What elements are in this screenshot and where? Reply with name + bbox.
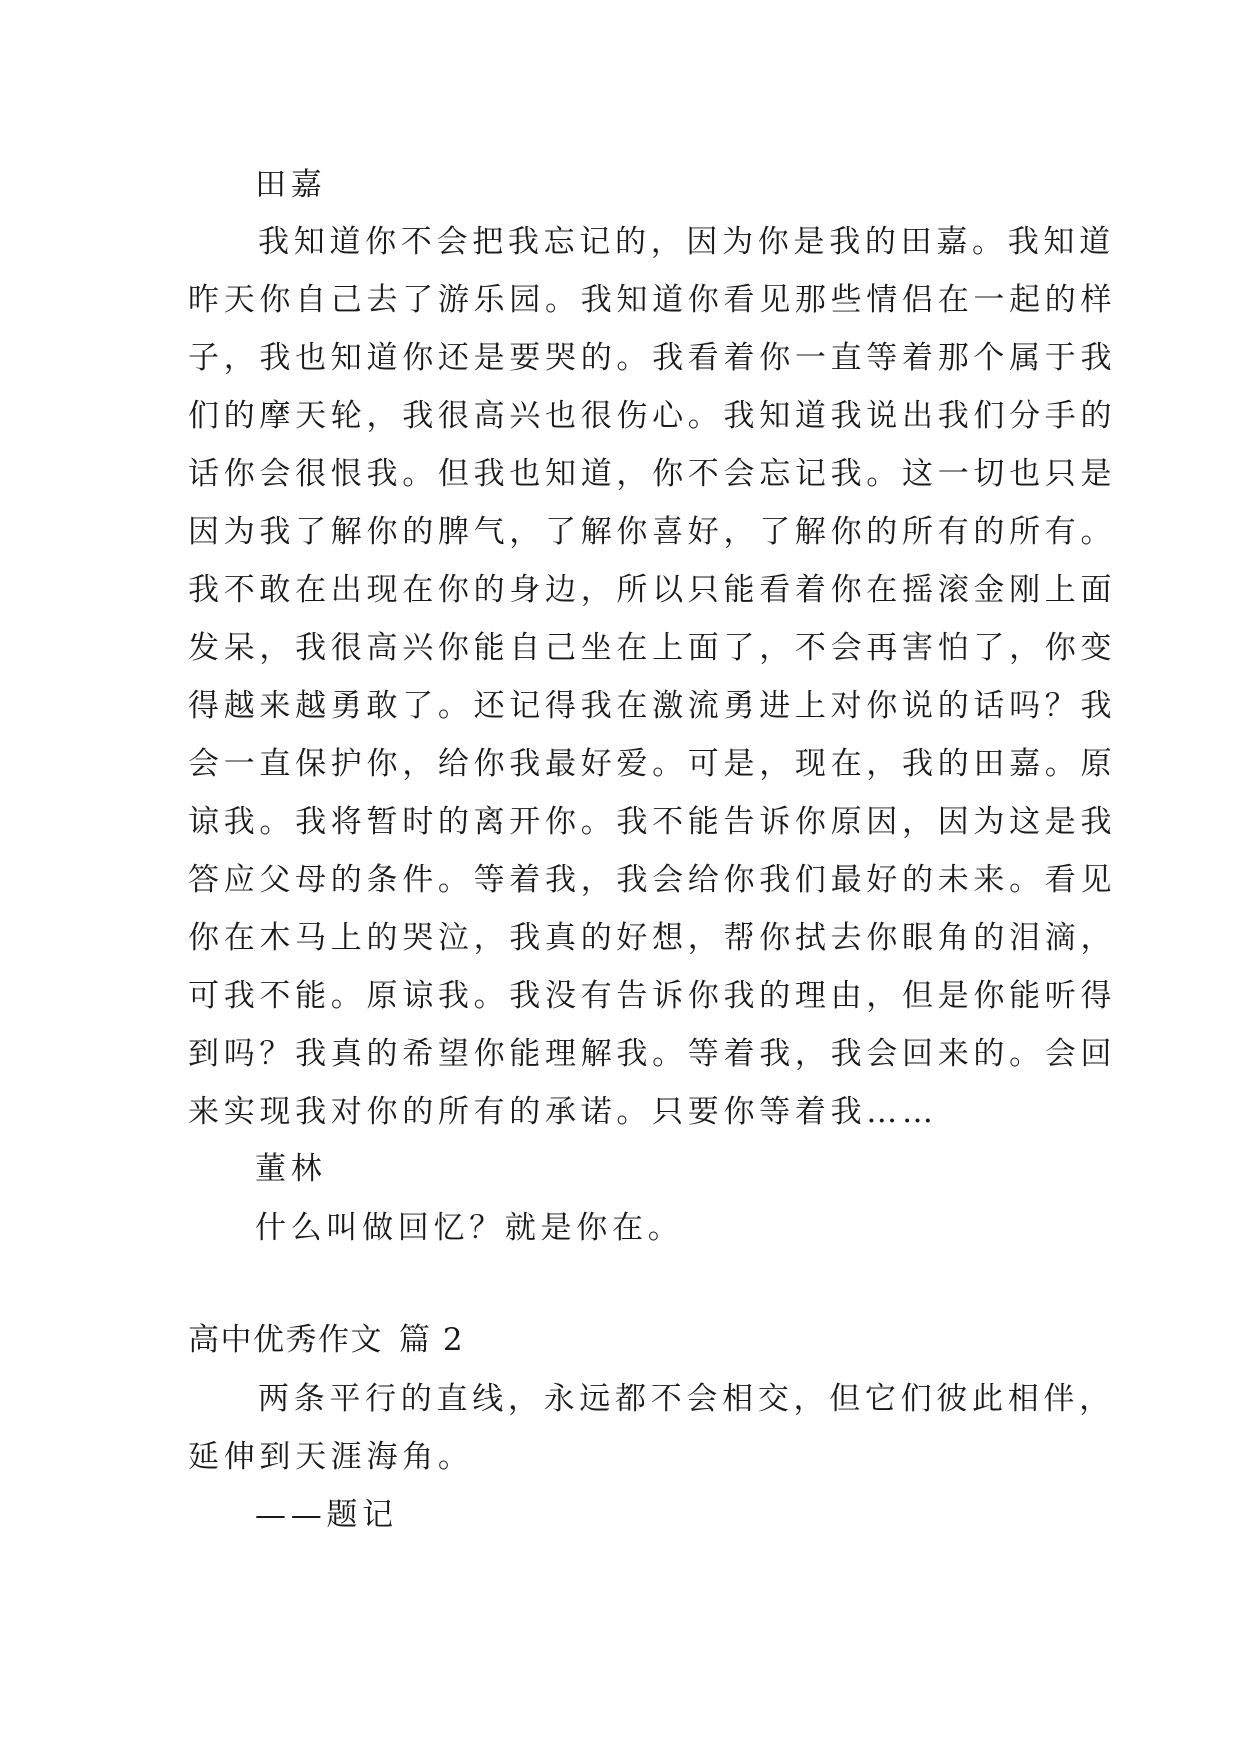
epigraph-line: 延伸到天涯海角。 bbox=[188, 1439, 474, 1475]
letter-line: 我知道你不会把我忘记的，因为你是我的田嘉。我知道 bbox=[258, 224, 1115, 260]
letter-line: 我不敢在出现在你的身边，所以只能看着你在摇滚金刚上面 bbox=[188, 572, 1117, 608]
letter-line: 得越来越勇敢了。还记得我在激流勇进上对你说的话吗？我 bbox=[188, 688, 1117, 724]
epigraph-line: 两条平行的直线，永远都不会相交，但它们彼此相伴， bbox=[258, 1381, 1115, 1417]
letter-line: 们的摩天轮，我很高兴也很伤心。我知道我说出我们分手的 bbox=[188, 398, 1117, 434]
epigraph-attribution: ——题记 bbox=[255, 1497, 398, 1533]
letter-line: 因为我了解你的脾气，了解你喜好，了解你的所有的所有。 bbox=[188, 514, 1117, 550]
signature-tianjia: 田嘉 bbox=[255, 167, 327, 203]
letter-line: 谅我。我将暂时的离开你。我不能告诉你原因，因为这是我 bbox=[188, 804, 1117, 840]
letter-line: 会一直保护你，给你我最好爱。可是，现在，我的田嘉。原 bbox=[188, 746, 1117, 782]
letter-line: 到吗？我真的希望你能理解我。等着我，我会回来的。会回 bbox=[188, 1036, 1117, 1072]
letter-line: 话你会很恨我。但我也知道，你不会忘记我。这一切也只是 bbox=[188, 456, 1117, 492]
section-title: 高中优秀作文 bbox=[188, 1322, 383, 1358]
letter-line: 昨天你自己去了游乐园。我知道你看见那些情侣在一起的样 bbox=[188, 282, 1117, 318]
section-number: 篇 2 bbox=[399, 1322, 465, 1358]
closing-line: 什么叫做回忆？就是你在。 bbox=[255, 1210, 684, 1246]
letter-line: 发呆，我很高兴你能自己坐在上面了，不会再害怕了，你变 bbox=[188, 630, 1117, 666]
letter-line: 来实现我对你的所有的承诺。只要你等着我…… bbox=[188, 1094, 938, 1130]
letter-line: 答应父母的条件。等着我，我会给你我们最好的未来。看见 bbox=[188, 862, 1117, 898]
letter-line: 可我不能。原谅我。我没有告诉你我的理由，但是你能听得 bbox=[188, 978, 1117, 1014]
letter-line: 你在木马上的哭泣，我真的好想，帮你拭去你眼角的泪滴， bbox=[188, 920, 1117, 956]
section-heading bbox=[188, 1320, 464, 1360]
signature-donglin: 董林 bbox=[255, 1151, 327, 1187]
letter-line: 子，我也知道你还是要哭的。我看着你一直等着那个属于我 bbox=[188, 340, 1117, 376]
